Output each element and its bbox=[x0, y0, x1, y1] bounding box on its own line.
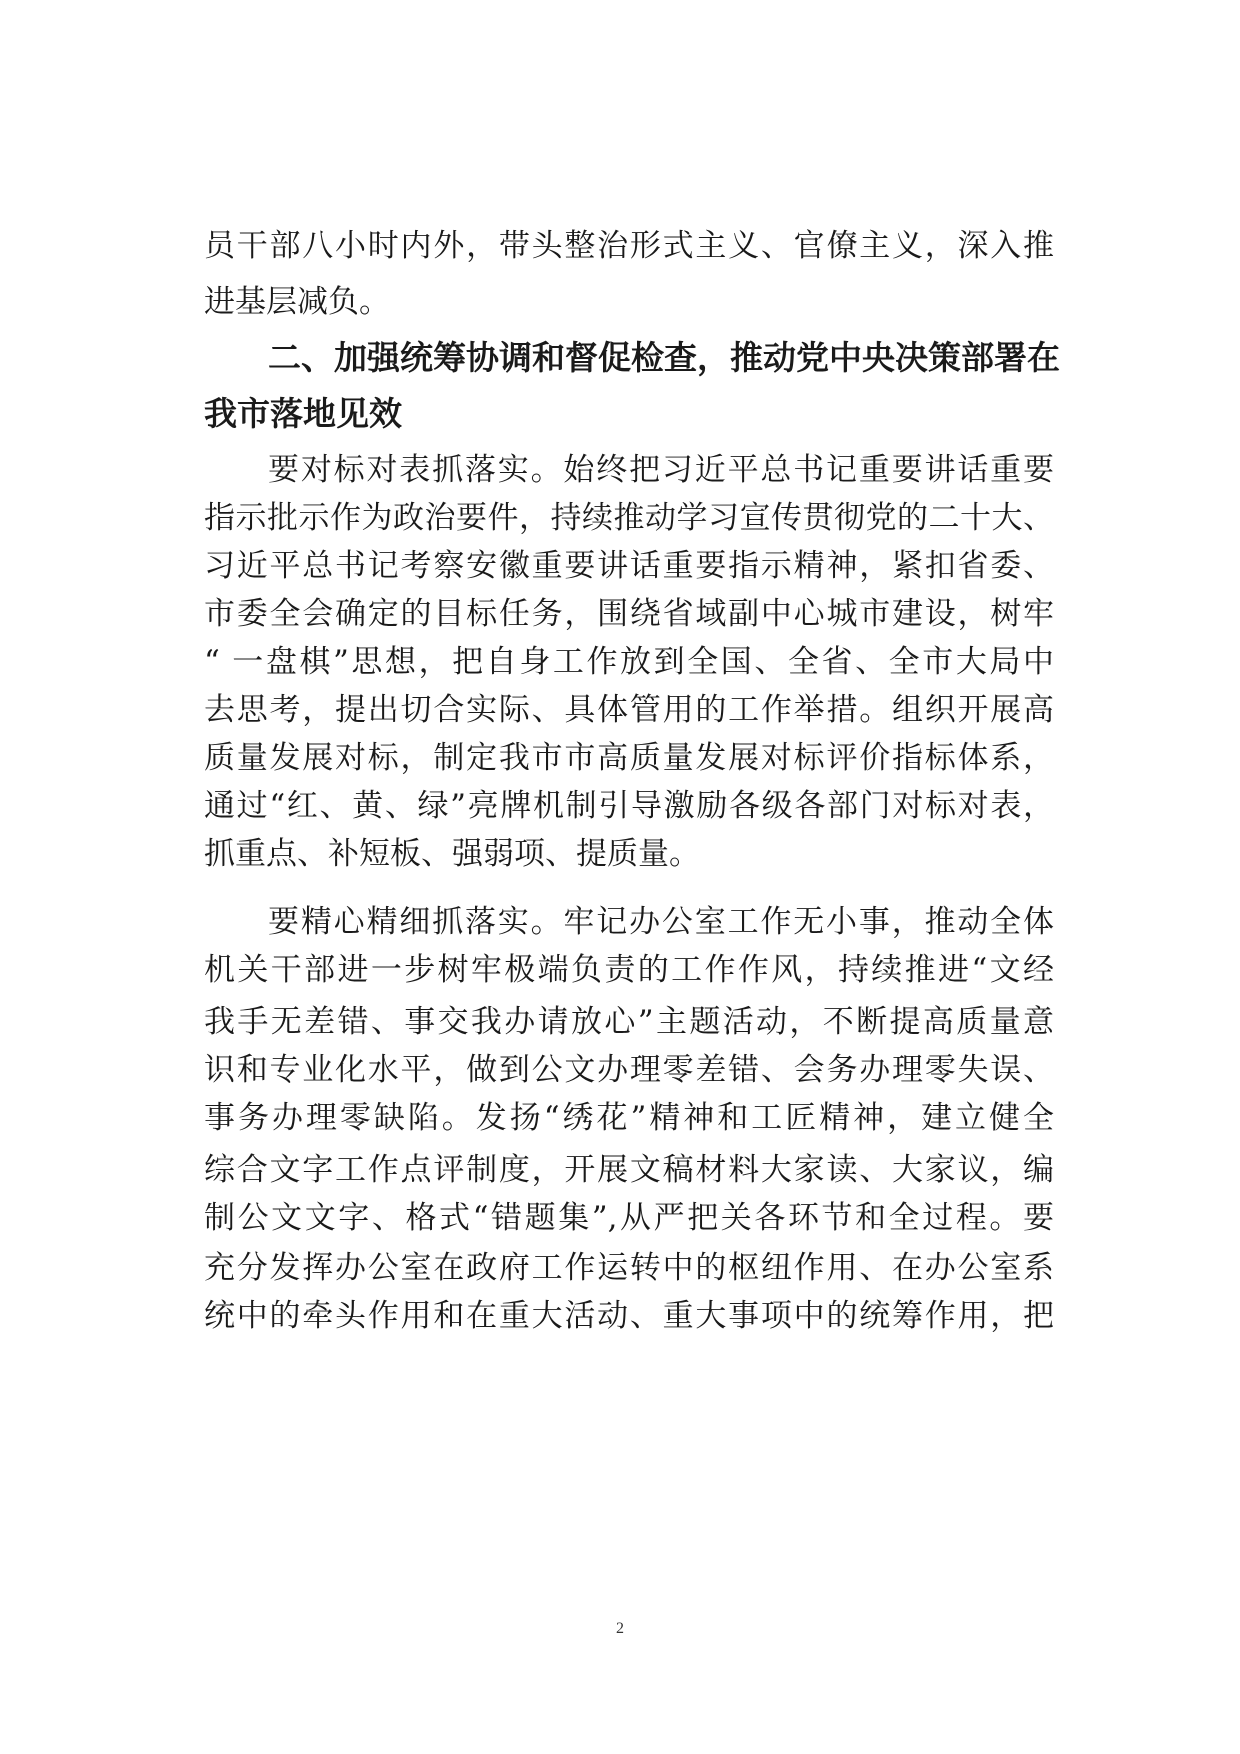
paragraph-2-line: 制公文文字、格式“错题集”,从严把关各环节和全过程。要 bbox=[204, 1200, 1054, 1236]
paragraph-1-line: 要对标对表抓落实。始终把习近平总书记重要讲话重要 bbox=[268, 452, 1054, 488]
paragraph-2-line: 要精心精细抓落实。牢记办公室工作无小事，推动全体 bbox=[268, 904, 1054, 940]
body-line: 员干部八小时内外，带头整治形式主义、官僚主义，深入推 bbox=[204, 228, 1054, 264]
paragraph-1-line: 抓重点、补短板、强弱项、提质量。 bbox=[204, 836, 700, 872]
section-heading: 我市落地见效 bbox=[204, 394, 402, 433]
paragraph-1-line: 去思考，提出切合实际、具体管用的工作举措。组织开展高 bbox=[204, 692, 1054, 728]
paragraph-2-line: 机关干部进一步树牢极端负责的工作作风，持续推进“文经 bbox=[204, 952, 1054, 988]
paragraph-2-line: 我手无差错、事交我办请放心”主题活动，不断提高质量意 bbox=[204, 1004, 1054, 1040]
body-line: 进基层减负。 bbox=[204, 284, 390, 320]
paragraph-2-line: 综合文字工作点评制度，开展文稿材料大家读、大家议，编 bbox=[204, 1152, 1054, 1188]
paragraph-1-line: 通过“红、黄、绿”亮牌机制引导激励各级各部门对标对表， bbox=[204, 788, 1054, 824]
paragraph-2-line: 统中的牵头作用和在重大活动、重大事项中的统筹作用，把 bbox=[204, 1298, 1054, 1334]
paragraph-2-line: 识和专业化水平，做到公文办理零差错、会务办理零失误、 bbox=[204, 1052, 1054, 1088]
paragraph-1-line: 指示批示作为政治要件，持续推动学习宣传贯彻党的二十大、 bbox=[204, 500, 1054, 536]
paragraph-1-line: 习近平总书记考察安徽重要讲话重要指示精神，紧扣省委、 bbox=[204, 548, 1054, 584]
paragraph-1-line: 质量发展对标，制定我市市高质量发展对标评价指标体系， bbox=[204, 740, 1054, 776]
paragraph-1-line: “ 一盘棋”思想，把自身工作放到全国、全省、全市大局中 bbox=[204, 644, 1054, 680]
paragraph-2-line: 事务办理零缺陷。发扬“绣花”精神和工匠精神，建立健全 bbox=[204, 1100, 1054, 1136]
page-number: 2 bbox=[616, 1620, 624, 1637]
section-heading: 二、加强统筹协调和督促检查，推动党中央决策部署在 bbox=[268, 338, 1060, 377]
paragraph-2-line: 充分发挥办公室在政府工作运转中的枢纽作用、在办公室系 bbox=[204, 1250, 1054, 1286]
paragraph-1-line: 市委全会确定的目标任务，围绕省域副中心城市建设，树牢 bbox=[204, 596, 1054, 632]
